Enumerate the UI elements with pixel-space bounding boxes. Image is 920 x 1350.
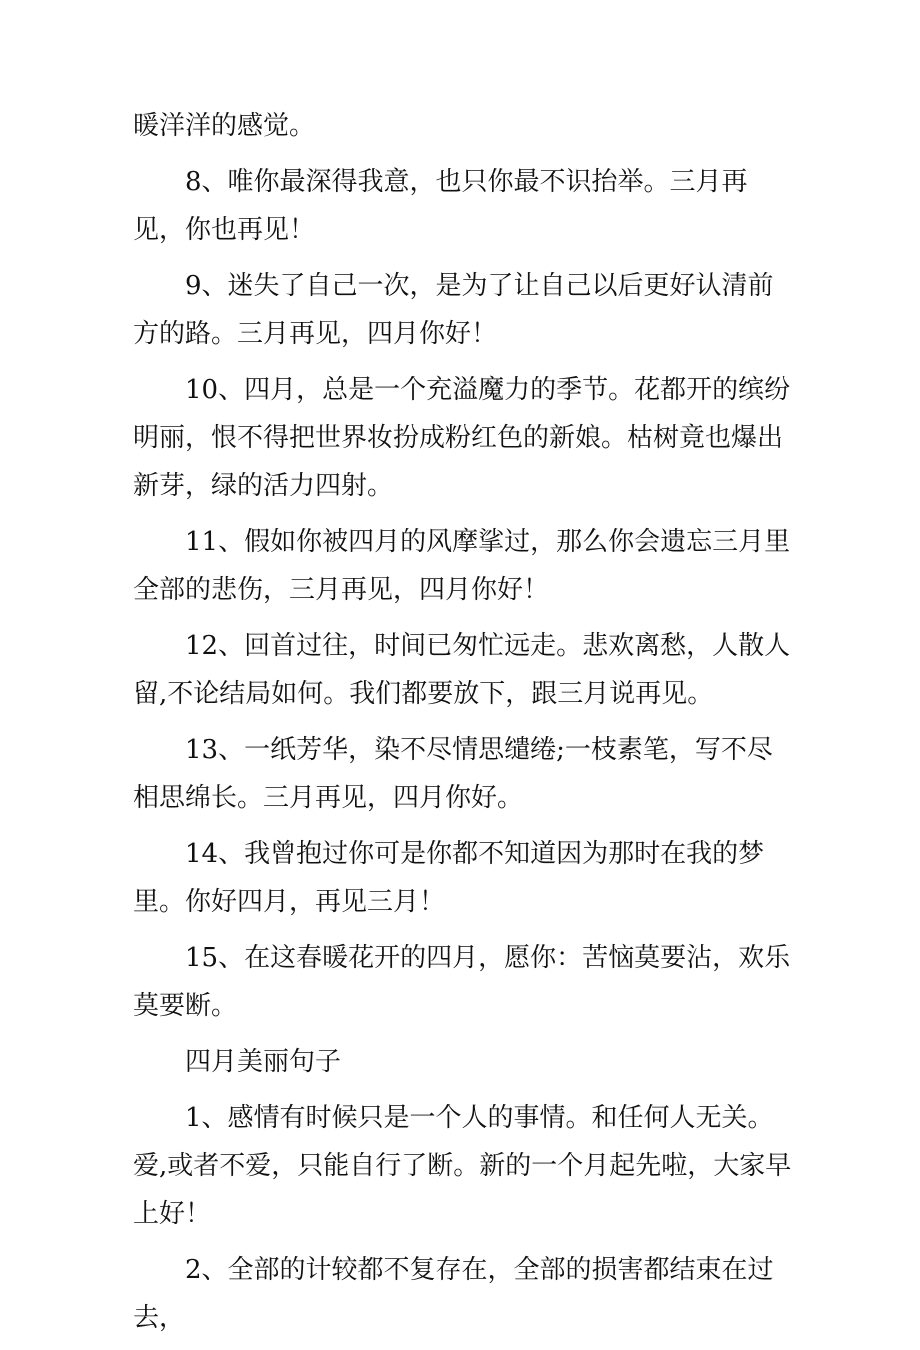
paragraph-item-1: 1、感情有时候只是一个人的事情。和任何人无关。爱,或者不爱，只能自行了断。新的一个月起先啦，大家早上好！ (133, 1103, 792, 1229)
document-body (133, 102, 793, 1350)
paragraph-item-2: 2、全部的计较都不复存在，全部的损害都结束在过去， (133, 1255, 774, 1333)
section-heading: 四月美丽句子 (185, 1047, 342, 1077)
paragraph-item-9: 9、迷失了自己一次，是为了让自己以后更好认清前方的路。三月再见，四月你好！ (133, 271, 774, 349)
paragraph-continuation: 暖洋洋的感觉。 (133, 111, 316, 141)
paragraph-item-15: 15、在这春暖花开的四月，愿你：苦恼莫要沾，欢乐莫要断。 (133, 943, 791, 1021)
paragraph-item-11: 11、假如你被四月的风摩挲过，那么你会遗忘三月里全部的悲伤，三月再见，四月你好！ (133, 527, 791, 605)
paragraph-item-12: 12、回首过往，时间已匆忙远走。悲欢离愁，人散人留,不论结局如何。我们都要放下，跟三月说再见。 (133, 631, 791, 709)
paragraph-item-8: 8、唯你最深得我意，也只你最不识抬举。三月再见，你也再见！ (133, 167, 748, 245)
paragraph-item-10: 10、四月，总是一个充溢魔力的季节。花都开的缤纷明丽，恨不得把世界妆扮成粉红色的新娘。枯树竟也爆出新芽，绿的活力四射。 (133, 375, 791, 501)
paragraph-item-14: 14、我曾抱过你可是你都不知道因为那时在我的梦里。你好四月，再见三月！ (133, 839, 765, 917)
paragraph-item-13: 13、一纸芳华，染不尽情思缱绻;一枝素笔，写不尽相思绵长。三月再见，四月你好。 (133, 735, 773, 813)
